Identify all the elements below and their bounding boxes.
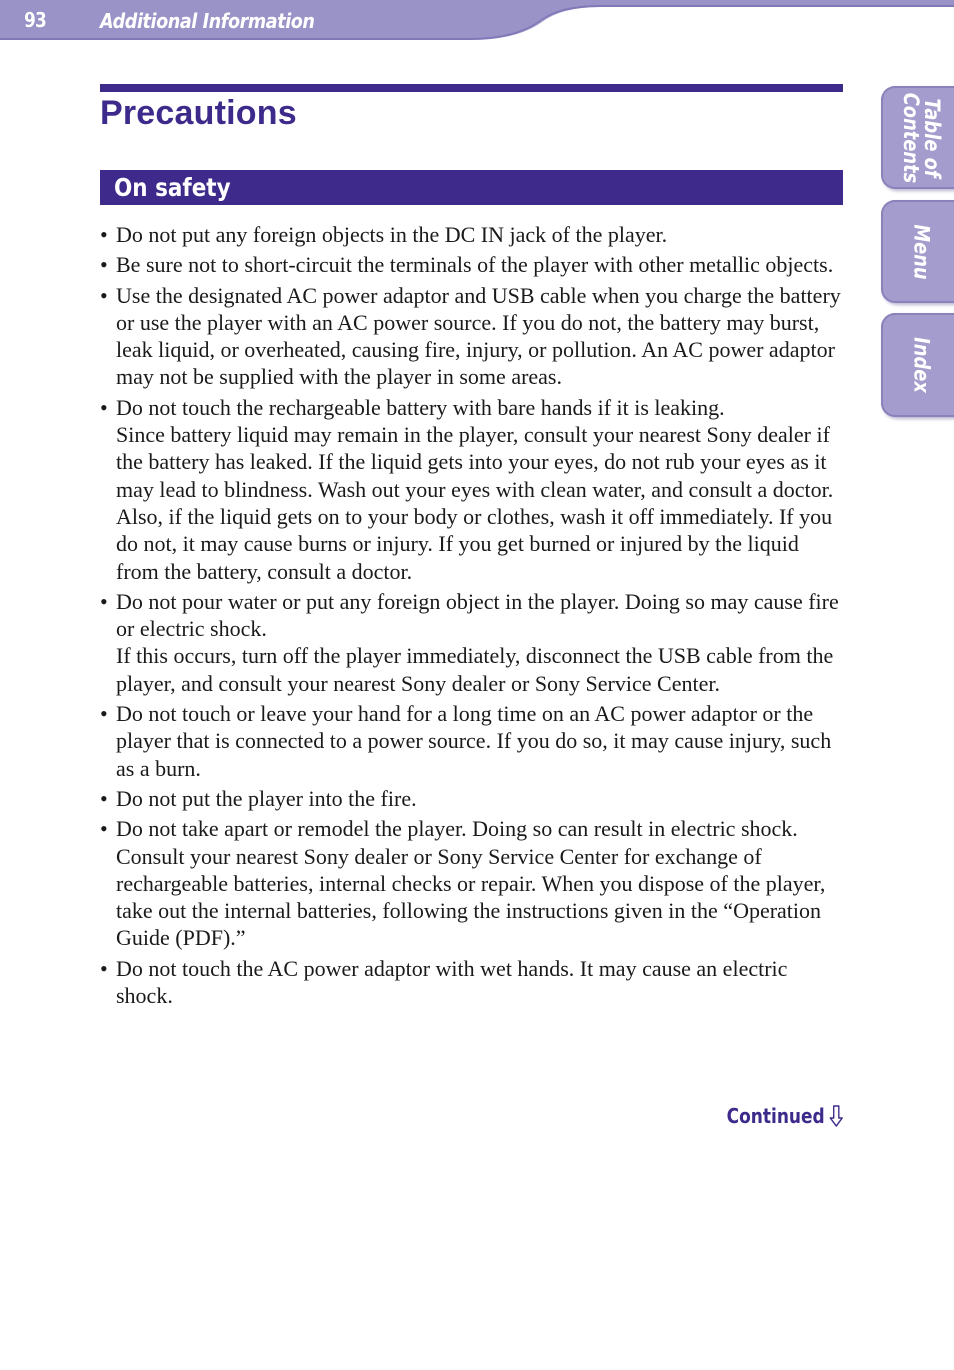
list-item bbox=[100, 700, 845, 782]
list-item bbox=[100, 221, 845, 248]
continued-label: Continued bbox=[726, 1104, 825, 1128]
tab-menu-label: Menu bbox=[909, 223, 934, 280]
subsection-bar bbox=[100, 170, 843, 205]
page-title: Precautions bbox=[100, 94, 297, 132]
header-band bbox=[0, 0, 954, 40]
down-arrow-icon bbox=[829, 1105, 843, 1127]
tab-index[interactable] bbox=[881, 313, 954, 417]
list-item bbox=[100, 785, 845, 812]
list-item bbox=[100, 282, 845, 391]
list-item-paragraph: • Do not take apart or remodel the player. Doing so can result in electric shock. Consult your nearest Sony dealer or Sony Service Center for exchange of rechargeable batteries, internal checks or repair. When you dispose of the player, take out the internal batteries, following the instructions given in the “Operation Guide (PDF).” bbox=[116, 816, 826, 951]
tab-toc-line1: Table of bbox=[920, 97, 944, 178]
title-rule bbox=[100, 84, 843, 92]
list-item-paragraph: Also, if the liquid gets on to your body or clothes, wash it off immediately. If you do not, it may cause burns or injury. If you get burned or injured by the liquid from the battery, consult a doctor. bbox=[116, 503, 833, 584]
section-name: Additional Information bbox=[100, 9, 315, 33]
tab-toc-line2: Contents bbox=[899, 92, 923, 183]
subsection-title: On safety bbox=[114, 173, 231, 202]
list-item bbox=[100, 955, 845, 1010]
list-item-paragraph: Since battery liquid may remain in the player, consult your nearest Sony dealer if the battery has leaked. If the liquid gets into your eyes, do not rub your eyes as it may lead to blindness. Wash out your eyes with clean water, and consult a doctor. bbox=[116, 422, 834, 502]
list-item bbox=[100, 394, 845, 585]
tab-index-label: Index bbox=[909, 337, 934, 393]
list-item bbox=[100, 251, 845, 278]
list-item-paragraph: • Do not pour water or put any foreign object in the player. Doing so may cause fire or electric shock. bbox=[116, 588, 839, 642]
list-item-paragraph: • Be sure not to short-circuit the terminals of the player with other metallic objects. bbox=[116, 252, 834, 278]
list-item-paragraph: • Do not put the player into the fire. bbox=[116, 785, 417, 811]
continued-link[interactable] bbox=[726, 1104, 843, 1128]
list-item-paragraph: If this occurs, turn off the player immediately, disconnect the USB cable from the player, and consult your nearest Sony dealer or Sony Service Center. bbox=[116, 643, 834, 696]
list-item-paragraph: • Do not touch the AC power adaptor with wet hands. It may cause an electric shock. bbox=[116, 955, 788, 1009]
list-item bbox=[100, 815, 845, 951]
list-item-paragraph: • Do not touch the rechargeable battery with bare hands if it is leaking. bbox=[116, 394, 725, 420]
tab-menu[interactable] bbox=[881, 200, 954, 303]
list-item bbox=[100, 588, 845, 697]
list-item-paragraph: • Use the designated AC power adaptor and USB cable when you charge the battery or use the player with an AC power source. If you do not, the battery may burst, leak liquid, or overheated, causing fire, injury, or pollution. An AC power adaptor may not be supplied with the player in some areas. bbox=[116, 282, 841, 390]
tab-table-of-contents-label bbox=[900, 92, 942, 183]
precautions-list bbox=[100, 221, 845, 1012]
list-item-paragraph: • Do not put any foreign objects in the DC IN jack of the player. bbox=[116, 222, 668, 247]
list-item-paragraph: • Do not touch or leave your hand for a long time on an AC power adaptor or the player that is connected to a power source. If you do so, it may cause injury, such as a burn. bbox=[116, 701, 832, 781]
page-number: 93 bbox=[24, 8, 46, 32]
tab-table-of-contents[interactable] bbox=[881, 86, 954, 189]
